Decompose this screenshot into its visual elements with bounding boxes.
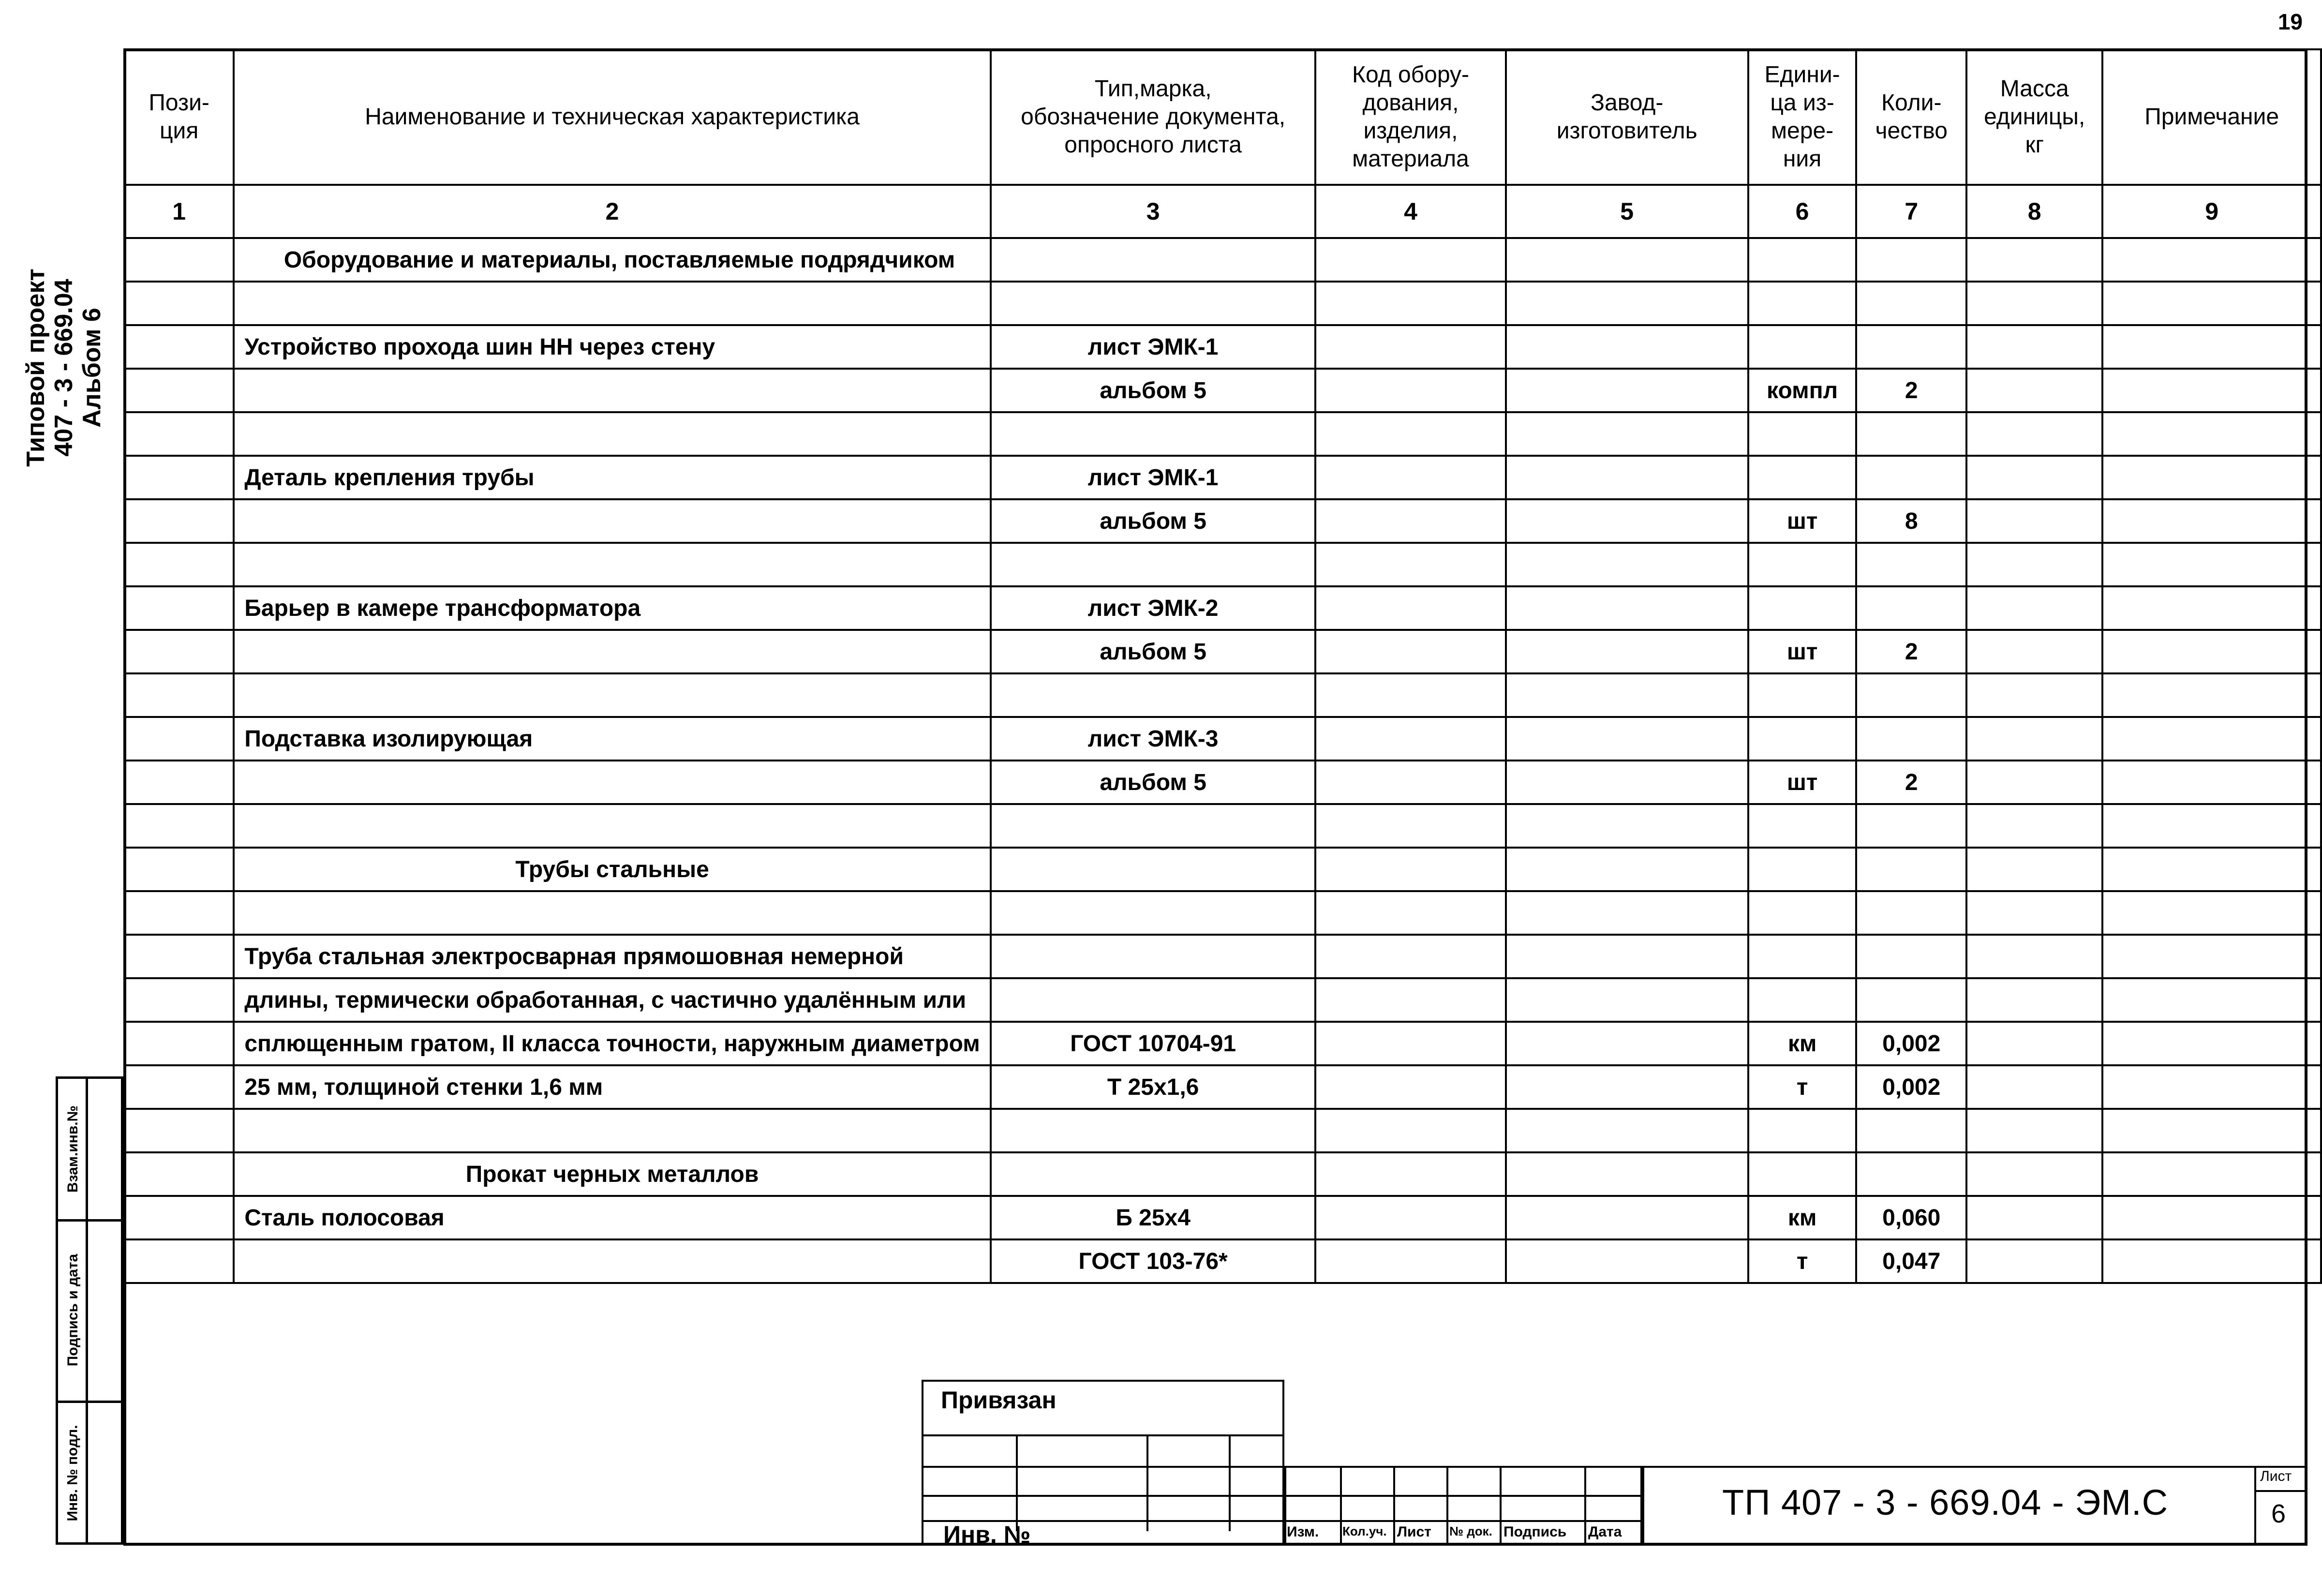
- cell-type: ГОСТ 10704-91: [991, 1022, 1316, 1065]
- cell-unit: [1748, 1152, 1856, 1196]
- column-number: 6: [1748, 185, 1856, 238]
- cell-note: [2102, 673, 2321, 717]
- side-stamp: [56, 1076, 123, 1545]
- cell-type: лист ЭМК-1: [991, 456, 1316, 499]
- cell-note: [2102, 891, 2321, 935]
- cell-position: [124, 369, 234, 412]
- cell-maker: [1506, 412, 1748, 456]
- cell-code: [1315, 1152, 1505, 1196]
- table-row: [124, 1022, 2321, 1065]
- cell-type: Б 25х4: [991, 1196, 1316, 1239]
- cell-name: [234, 891, 990, 935]
- table-row: [124, 761, 2321, 804]
- no-dok-label: № док.: [1449, 1524, 1492, 1538]
- column-number: 4: [1315, 185, 1505, 238]
- podpis-label: Подпись: [1503, 1524, 1567, 1540]
- cell-note: [2102, 586, 2321, 630]
- cell-unit: [1748, 804, 1856, 848]
- header-row: [124, 49, 2321, 185]
- cell-name: [234, 1109, 990, 1152]
- cell-maker: [1506, 586, 1748, 630]
- cell-position: [124, 499, 234, 543]
- cell-position: [124, 282, 234, 325]
- cell-type: [991, 282, 1316, 325]
- sheet-number: 6: [2271, 1499, 2286, 1528]
- cell-note: [2102, 325, 2321, 369]
- cell-mass: [1966, 804, 2102, 848]
- cell-mass: [1966, 891, 2102, 935]
- cell-position: [124, 848, 234, 891]
- project-label-line2: 407 - 3 - 669.04: [50, 279, 78, 457]
- cell-qty: [1856, 848, 1966, 891]
- cell-type: лист ЭМК-2: [991, 586, 1316, 630]
- table-row: [124, 804, 2321, 848]
- cell-name: [234, 804, 990, 848]
- cell-name: Устройство прохода шин НН через стену: [234, 325, 990, 369]
- cell-type: [991, 412, 1316, 456]
- cell-position: [124, 586, 234, 630]
- cell-name: Прокат черных металлов: [234, 1152, 990, 1196]
- cell-unit: [1748, 412, 1856, 456]
- cell-unit: [1748, 935, 1856, 978]
- cell-unit: [1748, 282, 1856, 325]
- cell-unit: [1748, 586, 1856, 630]
- cell-note: [2102, 1109, 2321, 1152]
- cell-position: [124, 978, 234, 1022]
- cell-position: [124, 891, 234, 935]
- cell-qty: [1856, 543, 1966, 586]
- cell-qty: 2: [1856, 369, 1966, 412]
- cell-maker: [1506, 978, 1748, 1022]
- header-code: Код обору- дования, изделия, материала: [1315, 49, 1505, 185]
- cell-unit: [1748, 325, 1856, 369]
- cell-qty: [1856, 891, 1966, 935]
- cell-position: [124, 1196, 234, 1239]
- cell-name: Сталь полосовая: [234, 1196, 990, 1239]
- cell-position: [124, 761, 234, 804]
- cell-unit: [1748, 848, 1856, 891]
- cell-code: [1315, 499, 1505, 543]
- cell-position: [124, 673, 234, 717]
- cell-mass: [1966, 369, 2102, 412]
- table-row: [124, 238, 2321, 282]
- cell-unit: [1748, 717, 1856, 761]
- cell-note: [2102, 1022, 2321, 1065]
- cell-qty: 0,060: [1856, 1196, 1966, 1239]
- cell-qty: [1856, 804, 1966, 848]
- cell-mass: [1966, 543, 2102, 586]
- cell-unit: шт: [1748, 630, 1856, 673]
- cell-maker: [1506, 499, 1748, 543]
- table-row: [124, 1109, 2321, 1152]
- cell-qty: 2: [1856, 630, 1966, 673]
- cell-name: [234, 412, 990, 456]
- cell-note: [2102, 369, 2321, 412]
- cell-code: [1315, 369, 1505, 412]
- specification-table: [123, 48, 2322, 1284]
- table-row: [124, 630, 2321, 673]
- cell-type: альбом 5: [991, 630, 1316, 673]
- cell-maker: [1506, 1022, 1748, 1065]
- cell-mass: [1966, 935, 2102, 978]
- column-number: 3: [991, 185, 1316, 238]
- cell-unit: шт: [1748, 761, 1856, 804]
- cell-qty: 0,002: [1856, 1022, 1966, 1065]
- cell-note: [2102, 848, 2321, 891]
- cell-maker: [1506, 804, 1748, 848]
- column-number: 8: [1966, 185, 2102, 238]
- table-row: [124, 717, 2321, 761]
- cell-qty: [1856, 717, 1966, 761]
- cell-position: [124, 412, 234, 456]
- cell-unit: [1748, 1109, 1856, 1152]
- cell-name: Оборудование и материалы, поставляемые подрядчиком: [234, 238, 990, 282]
- cell-type: [991, 543, 1316, 586]
- cell-code: [1315, 673, 1505, 717]
- side-stamp-inv: Инв. № подл.: [65, 1425, 81, 1521]
- cell-maker: [1506, 1065, 1748, 1109]
- column-number: 9: [2102, 185, 2321, 238]
- header-position: Пози- ция: [124, 49, 234, 185]
- cell-mass: [1966, 1239, 2102, 1283]
- cell-type: лист ЭМК-1: [991, 325, 1316, 369]
- cell-note: [2102, 630, 2321, 673]
- column-number: 1: [124, 185, 234, 238]
- cell-unit: [1748, 238, 1856, 282]
- cell-name: [234, 543, 990, 586]
- cell-name: [234, 630, 990, 673]
- cell-type: альбом 5: [991, 369, 1316, 412]
- cell-code: [1315, 978, 1505, 1022]
- cell-qty: [1856, 935, 1966, 978]
- sheet-label: Лист: [2260, 1468, 2292, 1484]
- cell-mass: [1966, 673, 2102, 717]
- table-row: [124, 673, 2321, 717]
- cell-code: [1315, 935, 1505, 978]
- table-row: [124, 891, 2321, 935]
- cell-note: [2102, 456, 2321, 499]
- cell-name: [234, 499, 990, 543]
- cell-position: [124, 543, 234, 586]
- cell-note: [2102, 1239, 2321, 1283]
- cell-qty: 8: [1856, 499, 1966, 543]
- page-number: 19: [2277, 9, 2303, 34]
- cell-mass: [1966, 1109, 2102, 1152]
- cell-name: Труба стальная электросварная прямошовная немерной: [234, 935, 990, 978]
- column-number: 2: [234, 185, 990, 238]
- data-label: Дата: [1588, 1524, 1622, 1540]
- cell-type: Т 25х1,6: [991, 1065, 1316, 1109]
- cell-maker: [1506, 238, 1748, 282]
- cell-name: [234, 761, 990, 804]
- cell-code: [1315, 543, 1505, 586]
- header-note: Примечание: [2102, 49, 2321, 185]
- document-designation: ТП 407 - 3 - 669.04 - ЭМ.С: [1722, 1482, 2169, 1522]
- cell-unit: [1748, 543, 1856, 586]
- cell-mass: [1966, 978, 2102, 1022]
- cell-unit: [1748, 673, 1856, 717]
- header-unit: Едини- ца из- мере- ния: [1748, 49, 1856, 185]
- cell-name: Деталь крепления трубы: [234, 456, 990, 499]
- cell-note: [2102, 412, 2321, 456]
- cell-qty: [1856, 1109, 1966, 1152]
- cell-unit: [1748, 456, 1856, 499]
- project-label-line1: Типовой проект: [22, 268, 50, 467]
- cell-type: [991, 673, 1316, 717]
- cell-name: 25 мм, толщиной стенки 1,6 мм: [234, 1065, 990, 1109]
- cell-note: [2102, 543, 2321, 586]
- cell-mass: [1966, 282, 2102, 325]
- cell-maker: [1506, 1196, 1748, 1239]
- cell-position: [124, 1152, 234, 1196]
- cell-maker: [1506, 543, 1748, 586]
- side-stamp-podpis: Подпись и дата: [65, 1253, 81, 1366]
- cell-code: [1315, 238, 1505, 282]
- cell-maker: [1506, 282, 1748, 325]
- cell-maker: [1506, 717, 1748, 761]
- cell-name: Подставка изолирующая: [234, 717, 990, 761]
- cell-type: [991, 978, 1316, 1022]
- cell-mass: [1966, 456, 2102, 499]
- table-row: [124, 282, 2321, 325]
- cell-code: [1315, 1065, 1505, 1109]
- cell-mass: [1966, 499, 2102, 543]
- cell-qty: [1856, 673, 1966, 717]
- cell-code: [1315, 1196, 1505, 1239]
- cell-type: [991, 1109, 1316, 1152]
- project-label-line3: Альбом 6: [78, 308, 106, 428]
- table-row: [124, 499, 2321, 543]
- cell-note: [2102, 761, 2321, 804]
- cell-type: [991, 238, 1316, 282]
- table-row: [124, 456, 2321, 499]
- cell-position: [124, 630, 234, 673]
- table-row: [124, 412, 2321, 456]
- cell-unit: т: [1748, 1239, 1856, 1283]
- cell-maker: [1506, 848, 1748, 891]
- cell-mass: [1966, 586, 2102, 630]
- table-row: [124, 1065, 2321, 1109]
- cell-type: [991, 1152, 1316, 1196]
- cell-note: [2102, 804, 2321, 848]
- table-row: [124, 1239, 2321, 1283]
- cell-mass: [1966, 717, 2102, 761]
- cell-unit: шт: [1748, 499, 1856, 543]
- cell-note: [2102, 717, 2321, 761]
- table-row: [124, 1152, 2321, 1196]
- cell-code: [1315, 325, 1505, 369]
- kol-uch-label: Кол.уч.: [1342, 1524, 1387, 1538]
- cell-unit: [1748, 891, 1856, 935]
- cell-code: [1315, 891, 1505, 935]
- cell-name: [234, 282, 990, 325]
- cell-position: [124, 456, 234, 499]
- cell-maker: [1506, 325, 1748, 369]
- cell-note: [2102, 282, 2321, 325]
- cell-maker: [1506, 630, 1748, 673]
- cell-name: [234, 369, 990, 412]
- cell-qty: 0,002: [1856, 1065, 1966, 1109]
- cell-maker: [1506, 761, 1748, 804]
- cell-position: [124, 238, 234, 282]
- cell-mass: [1966, 238, 2102, 282]
- cell-maker: [1506, 891, 1748, 935]
- cell-unit: км: [1748, 1196, 1856, 1239]
- table-row: [124, 978, 2321, 1022]
- cell-code: [1315, 282, 1505, 325]
- cell-position: [124, 325, 234, 369]
- cell-position: [124, 1109, 234, 1152]
- cell-maker: [1506, 935, 1748, 978]
- table-row: [124, 1196, 2321, 1239]
- cell-mass: [1966, 1065, 2102, 1109]
- cell-code: [1315, 1239, 1505, 1283]
- cell-position: [124, 1022, 234, 1065]
- cell-code: [1315, 1022, 1505, 1065]
- cell-note: [2102, 978, 2321, 1022]
- cell-position: [124, 935, 234, 978]
- table-row: [124, 586, 2321, 630]
- cell-position: [124, 1065, 234, 1109]
- cell-maker: [1506, 456, 1748, 499]
- cell-qty: 0,047: [1856, 1239, 1966, 1283]
- cell-type: [991, 804, 1316, 848]
- header-mass: Масса единицы, кг: [1966, 49, 2102, 185]
- cell-code: [1315, 456, 1505, 499]
- cell-mass: [1966, 630, 2102, 673]
- header-qty: Коли- чество: [1856, 49, 1966, 185]
- side-stamp-vzam: Взам.инв.№: [65, 1105, 81, 1193]
- cell-code: [1315, 586, 1505, 630]
- cell-position: [124, 717, 234, 761]
- cell-maker: [1506, 369, 1748, 412]
- cell-maker: [1506, 1109, 1748, 1152]
- cell-maker: [1506, 673, 1748, 717]
- cell-note: [2102, 238, 2321, 282]
- table-row: [124, 325, 2321, 369]
- header-type: Тип,марка, обозначение документа, опросного листа: [991, 49, 1316, 185]
- cell-mass: [1966, 761, 2102, 804]
- cell-qty: [1856, 238, 1966, 282]
- cell-qty: [1856, 412, 1966, 456]
- cell-maker: [1506, 1152, 1748, 1196]
- cell-position: [124, 1239, 234, 1283]
- cell-type: [991, 891, 1316, 935]
- cell-qty: [1856, 282, 1966, 325]
- cell-unit: компл: [1748, 369, 1856, 412]
- cell-code: [1315, 804, 1505, 848]
- cell-qty: [1856, 1152, 1966, 1196]
- cell-name: [234, 1239, 990, 1283]
- inv-no-label: Инв. №: [943, 1521, 1031, 1548]
- table-row: [124, 935, 2321, 978]
- column-number: 7: [1856, 185, 1966, 238]
- cell-mass: [1966, 325, 2102, 369]
- header-maker: Завод- изготовитель: [1506, 49, 1748, 185]
- cell-type: ГОСТ 103-76*: [991, 1239, 1316, 1283]
- cell-code: [1315, 630, 1505, 673]
- cell-mass: [1966, 1152, 2102, 1196]
- cell-name: сплющенным гратом, II класса точности, наружным диаметром: [234, 1022, 990, 1065]
- cell-note: [2102, 1152, 2321, 1196]
- cell-qty: [1856, 978, 1966, 1022]
- header-name: Наименование и техническая характеристика: [234, 49, 990, 185]
- cell-unit: т: [1748, 1065, 1856, 1109]
- cell-note: [2102, 935, 2321, 978]
- column-number-row: [124, 185, 2321, 238]
- column-number: 5: [1506, 185, 1748, 238]
- cell-qty: [1856, 325, 1966, 369]
- cell-maker: [1506, 1239, 1748, 1283]
- cell-note: [2102, 1196, 2321, 1239]
- cell-name: длины, термически обработанная, с частично удалённым или: [234, 978, 990, 1022]
- cell-type: лист ЭМК-3: [991, 717, 1316, 761]
- cell-position: [124, 804, 234, 848]
- cell-code: [1315, 761, 1505, 804]
- cell-type: [991, 935, 1316, 978]
- cell-unit: км: [1748, 1022, 1856, 1065]
- table-row: [124, 369, 2321, 412]
- cell-code: [1315, 1109, 1505, 1152]
- cell-mass: [1966, 1196, 2102, 1239]
- cell-code: [1315, 412, 1505, 456]
- cell-type: альбом 5: [991, 499, 1316, 543]
- cell-name: Трубы стальные: [234, 848, 990, 891]
- cell-note: [2102, 499, 2321, 543]
- cell-type: [991, 848, 1316, 891]
- cell-code: [1315, 848, 1505, 891]
- cell-mass: [1966, 848, 2102, 891]
- cell-qty: 2: [1856, 761, 1966, 804]
- cell-qty: [1856, 586, 1966, 630]
- table-row: [124, 848, 2321, 891]
- cell-type: альбом 5: [991, 761, 1316, 804]
- privyazan-label: Привязан: [941, 1387, 1057, 1414]
- cell-unit: [1748, 978, 1856, 1022]
- izm-label: Изм.: [1287, 1524, 1319, 1540]
- list-label: Лист: [1397, 1524, 1431, 1540]
- table-row: [124, 543, 2321, 586]
- cell-code: [1315, 717, 1505, 761]
- cell-name: Барьер в камере трансформатора: [234, 586, 990, 630]
- cell-qty: [1856, 456, 1966, 499]
- cell-note: [2102, 1065, 2321, 1109]
- cell-mass: [1966, 412, 2102, 456]
- cell-mass: [1966, 1022, 2102, 1065]
- cell-name: [234, 673, 990, 717]
